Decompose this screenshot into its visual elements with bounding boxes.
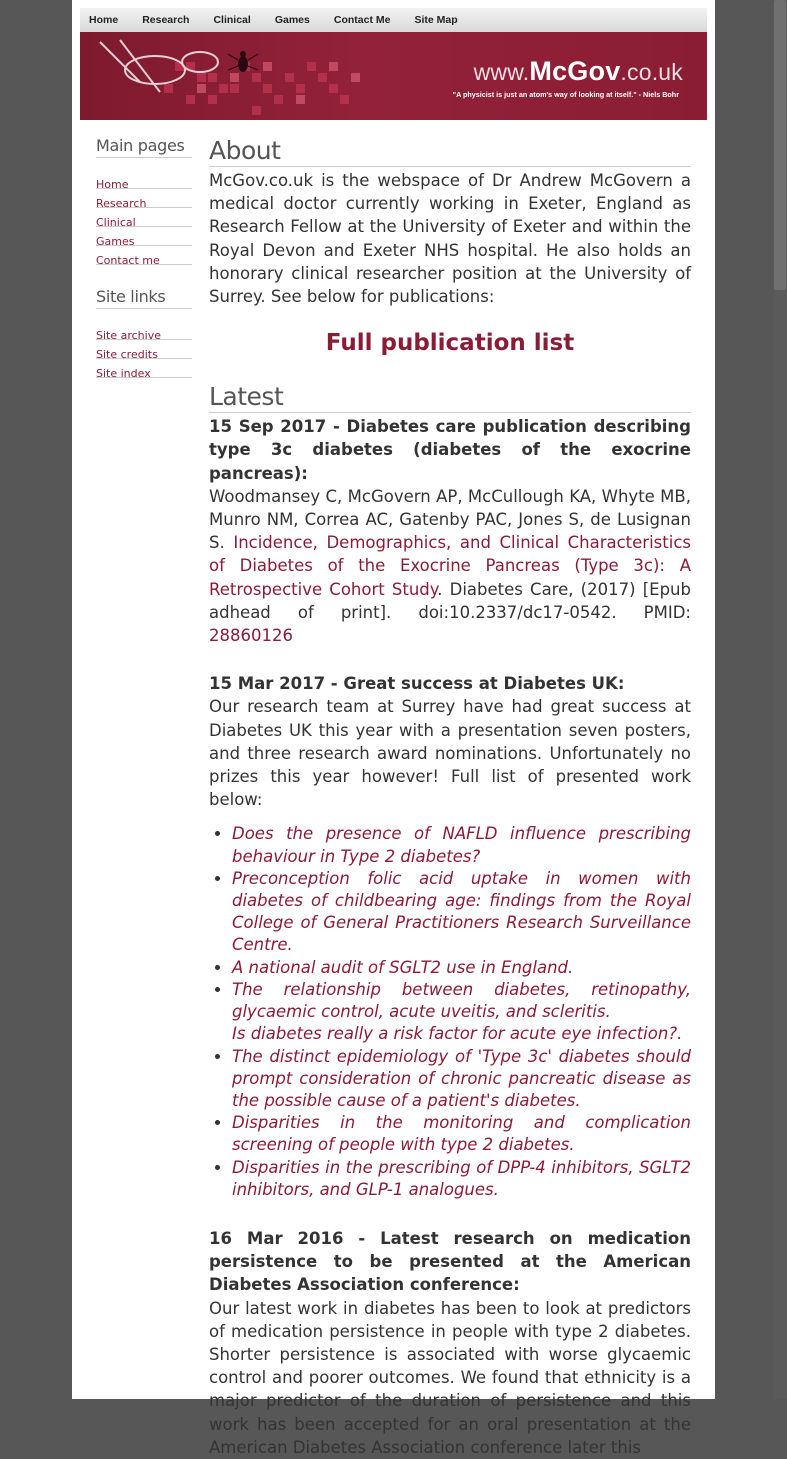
sidebar-links-heading: Site links xyxy=(96,287,192,309)
nav-clinical[interactable]: Clinical xyxy=(213,14,251,26)
list-item xyxy=(232,823,691,867)
sidebar-item-archive xyxy=(96,321,192,340)
scrollbar-track[interactable] xyxy=(773,0,787,1399)
site-banner xyxy=(80,32,707,120)
presented-work-link[interactable]: Disparities in the prescribing of DPP-4 inhibitors, SGLT2 inhibitors, and GLP-1 analogues. xyxy=(232,1157,691,1199)
about-heading: About xyxy=(209,136,691,167)
news-3-text: Our latest work in diabetes has been to look at predictors of medication persistence in people with type 2 diabetes. Shorter persistence is associated with worse glycaemic control and poorer outcomes. We found that ethnicity is a major predictor of the duration of persistence and this work has been accepted for an oral presentation at the American Diabetes Association conference later this xyxy=(209,1298,691,1457)
presented-work-link[interactable]: Does the presence of NAFLD influence prescribing behaviour in Type 2 diabetes? xyxy=(232,824,691,866)
list-item xyxy=(232,1157,691,1201)
latest-heading: Latest xyxy=(209,382,691,413)
nav-home[interactable]: Home xyxy=(89,14,119,26)
news-1-article-link[interactable]: Incidence, Demographics, and Clinical Characteristics of Diabetes of the Exocrine Pancreas (Type 3c): A Retrospective Cohort Study xyxy=(209,533,691,599)
main-content xyxy=(209,136,691,1459)
news-1-pmid-link[interactable]: 28860126 xyxy=(209,626,293,646)
top-navigation xyxy=(80,8,707,33)
logo-www: www. xyxy=(473,59,530,85)
full-publication-list-link[interactable]: Full publication list xyxy=(325,330,575,357)
news-item-2 xyxy=(209,672,691,811)
list-item xyxy=(232,957,691,979)
banner-quote: "A physicist is just an atom's way of looking at itself." - Niels Bohr xyxy=(452,90,679,99)
sidebar-item-home xyxy=(96,170,192,189)
sidebar-link-site-index[interactable]: Site index xyxy=(96,367,151,380)
sidebar-link-contact-me[interactable]: Contact me xyxy=(96,254,160,267)
logo-name: McGov xyxy=(529,56,621,86)
nav-site-map[interactable]: Site Map xyxy=(414,14,458,26)
news-item-3 xyxy=(209,1227,691,1459)
about-text: McGov.co.uk is the webspace of Dr Andrew McGovern a medical doctor currently working in Exeter, England as Research Fellow at the University of Exeter and within the Royal Devon and Exeter NHS hospital. He also holds an honorary clinical researcher position at the University of Surrey. See below for publications: xyxy=(209,171,691,307)
presented-work-link[interactable]: The relationship between diabetes, retinopathy, glycaemic control, acute uveitis, and scleritis. xyxy=(232,979,691,1022)
news-1-citation: . Diabetes Care, (2017) [Epub adhead of print]. doi:10.2337/dc17-0542. PMID: xyxy=(209,579,691,622)
news-2-text: Our research team at Surrey have had great success at Diabetes UK this year with a presentation seven posters, and three research award nominations. Unfortunately no prizes this year however! Full list of presented work below: xyxy=(209,697,691,810)
presented-work-sub-link[interactable]: Is diabetes really a risk factor for acute eye infection?. xyxy=(232,1024,683,1044)
sidebar-item-games xyxy=(96,227,192,246)
nav-contact-me[interactable]: Contact Me xyxy=(333,14,391,26)
sidebar-item-contact xyxy=(96,246,192,265)
list-item xyxy=(232,868,691,957)
sidebar-link-site-archive[interactable]: Site archive xyxy=(96,329,161,342)
presented-work-link[interactable]: The distinct epidemiology of 'Type 3c' diabetes should prompt consideration of chronic pancreatic disease as the possible cause of a patient's diabetes. xyxy=(232,1046,691,1110)
sidebar-item-index xyxy=(96,359,192,378)
news-item-1 xyxy=(209,415,691,647)
news-3-title: 16 Mar 2016 - Latest research on medication persistence to be presented at the American Diabetes Association conference: xyxy=(209,1228,691,1295)
news-1-authors: Woodmansey C, McGovern AP, McCullough KA, Whyte MB, Munro NM, Correa AC, Gatenby PAC, Jones S, de Lusignan S. xyxy=(209,486,691,553)
sidebar-links-list xyxy=(96,321,192,378)
presented-work-list xyxy=(209,823,691,1200)
sidebar-main-list xyxy=(96,170,192,265)
sidebar-item-credits xyxy=(96,340,192,359)
sidebar-link-home[interactable]: Home xyxy=(96,178,129,191)
news-1-title: 15 Sep 2017 - Diabetes care publication describing type 3c diabetes (diabetes of the exocrine pancreas): xyxy=(209,417,691,483)
nav-research[interactable]: Research xyxy=(142,14,190,26)
site-logo xyxy=(474,56,683,87)
sidebar xyxy=(96,136,192,400)
scrollbar-thumb[interactable] xyxy=(774,0,786,290)
presented-work-link[interactable]: A national audit of SGLT2 use in England. xyxy=(232,957,574,977)
nav-games[interactable]: Games xyxy=(274,14,310,26)
logo-tld: .co.uk xyxy=(620,59,683,85)
presented-work-link[interactable]: Preconception folic acid uptake in women with diabetes of childbearing age: findings from the Royal College of General Practitioners Research Surveillance Centre. xyxy=(232,868,691,955)
page-container xyxy=(72,0,715,1457)
list-item xyxy=(232,979,691,1046)
sidebar-link-site-credits[interactable]: Site credits xyxy=(96,348,158,361)
sidebar-item-research xyxy=(96,189,192,208)
list-item xyxy=(232,1046,691,1113)
list-item xyxy=(232,1112,691,1156)
presented-work-link[interactable]: Disparities in the monitoring and complication screening of people with type 2 diabetes. xyxy=(232,1113,691,1155)
sidebar-main-heading: Main pages xyxy=(96,136,192,158)
news-2-title: 15 Mar 2017 - Great success at Diabetes UK: xyxy=(209,674,625,694)
sidebar-link-games[interactable]: Games xyxy=(96,235,135,248)
sidebar-link-clinical[interactable]: Clinical xyxy=(96,216,136,229)
sidebar-link-research[interactable]: Research xyxy=(96,197,147,210)
